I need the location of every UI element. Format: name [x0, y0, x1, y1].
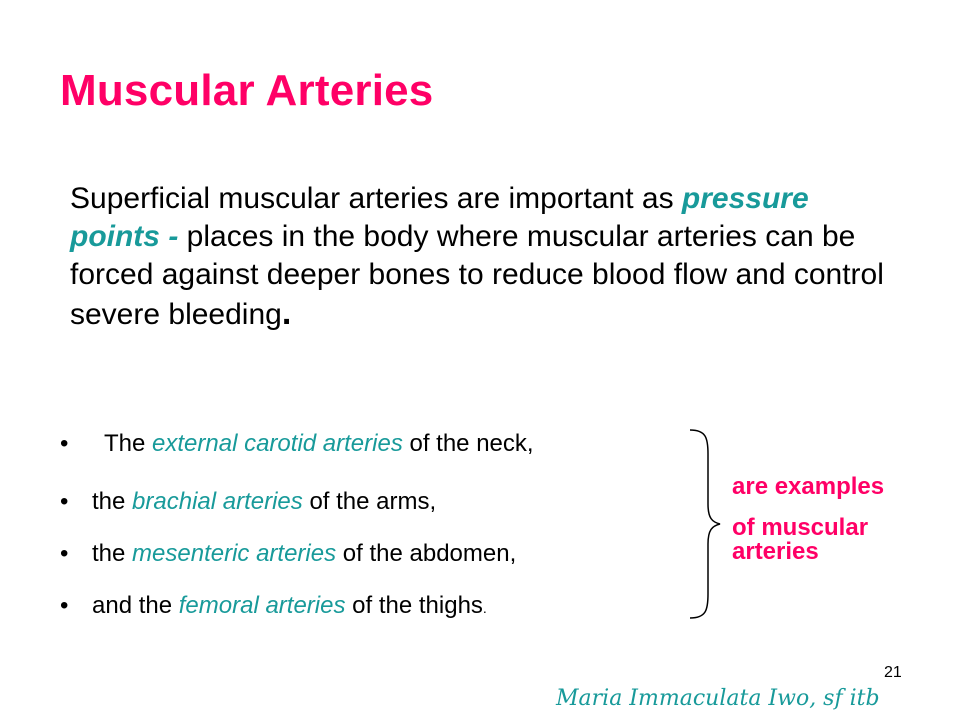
- intro-text-after: places in the body where muscular arteries can be forced against deeper bones to reduce blood flow and control severe bleeding: [70, 220, 884, 331]
- list-item: [60, 430, 534, 458]
- note-line: of muscular: [732, 514, 869, 541]
- pressure-points-term: pressure points -: [70, 182, 809, 253]
- bullet-icon: •: [60, 540, 69, 567]
- list-item-prefix: The: [104, 430, 153, 457]
- artery-term: brachial arteries: [132, 488, 303, 515]
- list-item-period: .: [482, 600, 487, 616]
- list-item: [60, 488, 436, 516]
- list-item-suffix: of the thighs: [345, 592, 483, 619]
- artery-term: external carotid arteries: [152, 430, 403, 457]
- slide-title: Muscular Arteries: [60, 66, 434, 115]
- list-item: [60, 540, 516, 568]
- list-item-prefix: and the: [92, 592, 179, 619]
- intro-period: .: [281, 294, 292, 332]
- list-item-suffix: of the abdomen,: [336, 540, 517, 567]
- artery-term: femoral arteries: [178, 592, 346, 619]
- intro-text-before: Superficial muscular arteries are important as: [70, 182, 674, 215]
- page-number: 21: [884, 664, 902, 681]
- list-item-prefix: the: [92, 488, 133, 515]
- list-item: [60, 592, 487, 620]
- bullet-icon: •: [60, 430, 69, 457]
- intro-paragraph: [70, 180, 890, 334]
- list-item-suffix: of the neck,: [402, 430, 534, 457]
- bullet-icon: •: [60, 592, 69, 619]
- note-line: are examples: [732, 473, 885, 500]
- list-item-suffix: of the arms,: [302, 488, 437, 515]
- list-item-prefix: the: [92, 540, 133, 567]
- bullet-icon: •: [60, 488, 69, 515]
- curly-brace-icon: [688, 424, 724, 624]
- artery-term: mesenteric arteries: [132, 540, 337, 567]
- examples-note: [732, 470, 952, 568]
- note-line: arteries: [732, 538, 819, 565]
- author-credit: Maria Immaculata Iwo, sf itb: [556, 686, 880, 711]
